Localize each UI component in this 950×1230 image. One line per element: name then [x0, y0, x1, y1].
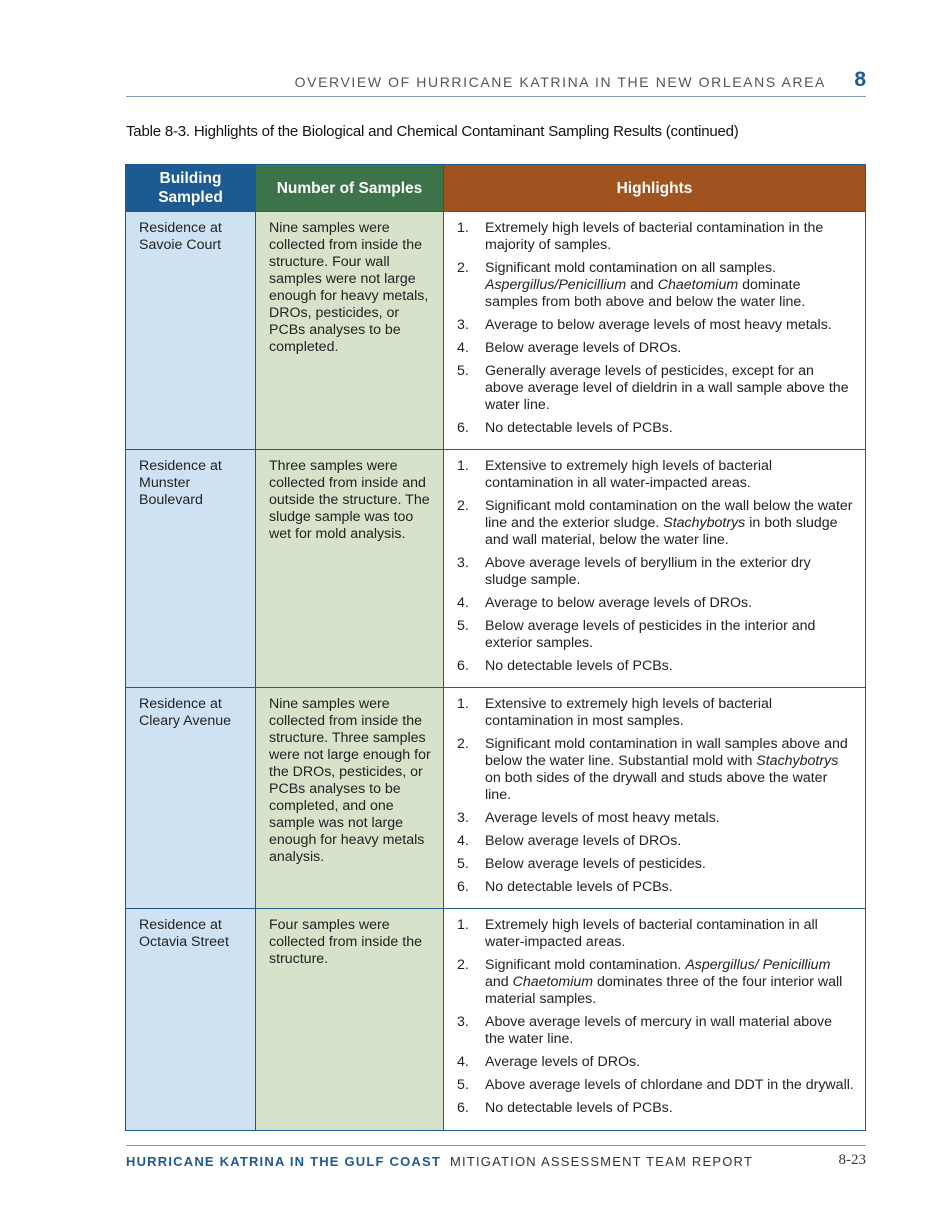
highlight-item: 6. No detectable levels of PCBs. [457, 658, 673, 674]
highlight-item: 6. No detectable levels of PCBs. [457, 1100, 673, 1116]
highlight-item: 2. Significant mold contamination in wall samples above and below the water line. Substantial mold with Stachybotrys on both sides of the drywall and studs above the water line. [457, 736, 848, 803]
highlight-item: 3. Above average levels of mercury in wall material above the water line. [457, 1014, 832, 1047]
highlight-item: 5. Above average levels of chlordane and DDT in the drywall. [457, 1077, 854, 1093]
highlight-item: 3. Above average levels of beryllium in the exterior dry sludge sample. [457, 555, 811, 588]
highlights-cell [444, 212, 866, 450]
highlight-item: 2. Significant mold contamination. Aspergillus/ Penicillium and Chaetomium dominates three of the four interior wall material samples. [457, 957, 843, 1007]
highlight-item: 4. Below average levels of DROs. [457, 340, 682, 356]
highlight-item: 4. Average to below average levels of DROs. [457, 595, 753, 611]
highlights-cell [444, 909, 866, 1131]
samples-cell: Three samples were collected from inside and outside the structure. The sludge sample was too wet for mold analysis. [256, 450, 444, 688]
highlights-list [457, 458, 855, 675]
highlight-item: 1. Extensive to extremely high levels of bacterial contamination in all water-impacted areas. [457, 458, 773, 491]
table-header-row [126, 165, 866, 212]
highlights-list [457, 696, 855, 896]
building-cell: Residence at Octavia Street [126, 909, 256, 1131]
highlight-item: 5. Below average levels of pesticides. [457, 856, 706, 872]
highlight-item: 6. No detectable levels of PCBs. [457, 879, 673, 895]
samples-cell: Four samples were collected from inside the structure. [256, 909, 444, 1131]
highlights-list [457, 917, 855, 1117]
samples-cell: Nine samples were collected from inside the structure. Four wall samples were not large enough for heavy metals, DROs, pesticides, or PCBs analyses to be completed. [256, 212, 444, 450]
building-cell: Residence at Savoie Court [126, 212, 256, 450]
page-header [126, 68, 866, 97]
footer-divider [126, 1145, 866, 1146]
highlight-item: 6. No detectable levels of PCBs. [457, 420, 673, 436]
column-header-samples: Number of Samples [256, 165, 444, 212]
highlight-item: 5. Below average levels of pesticides in the interior and exterior samples. [457, 618, 816, 651]
highlight-item: 3. Average to below average levels of most heavy metals. [457, 317, 832, 333]
table-caption: Table 8-3. Highlights of the Biological and Chemical Contaminant Sampling Results (continued) [126, 123, 739, 140]
highlights-list [457, 220, 855, 437]
highlight-item: 4. Below average levels of DROs. [457, 833, 682, 849]
building-cell: Residence at Munster Boulevard [126, 450, 256, 688]
table-row [126, 450, 866, 688]
highlight-item: 3. Average levels of most heavy metals. [457, 810, 720, 826]
highlights-cell [444, 688, 866, 909]
column-header-highlights: Highlights [444, 165, 866, 212]
page-number: 8-23 [838, 1152, 866, 1168]
footer-publication-title: HURRICANE KATRINA IN THE GULF COAST [126, 1154, 441, 1169]
highlight-item: 5. Generally average levels of pesticides, except for an above average level of dieldrin in a wall sample above the water line. [457, 363, 849, 413]
highlights-cell [444, 450, 866, 688]
building-cell: Residence at Cleary Avenue [126, 688, 256, 909]
table-row [126, 909, 866, 1131]
highlight-item: 1. Extremely high levels of bacterial contamination in all water-impacted areas. [457, 917, 818, 950]
highlight-item: 1. Extensive to extremely high levels of bacterial contamination in most samples. [457, 696, 773, 729]
highlight-item: 4. Average levels of DROs. [457, 1054, 641, 1070]
chapter-number: 8 [854, 68, 866, 91]
header-title: OVERVIEW OF HURRICANE KATRINA IN THE NEW ORLEANS AREA [294, 74, 826, 90]
table-row [126, 688, 866, 909]
highlight-item: 2. Significant mold contamination on all samples. Aspergillus/Penicillium and Chaetomium dominate samples from both above and below the water line. [457, 260, 806, 310]
footer-report-title: MITIGATION ASSESSMENT TEAM REPORT [450, 1154, 754, 1169]
samples-cell: Nine samples were collected from inside the structure. Three samples were not large enough for the DROs, pesticides, or PCBs analyses to be completed, and one sample was not large enough for heavy metals analysis. [256, 688, 444, 909]
column-header-building: Building Sampled [126, 165, 256, 212]
contaminant-sampling-table [125, 164, 866, 1131]
table-row [126, 212, 866, 450]
highlight-item: 2. Significant mold contamination on the wall below the water line and the exterior sludge. Stachybotrys in both sludge and wall material, below the water line. [457, 498, 853, 548]
highlight-item: 1. Extremely high levels of bacterial contamination in the majority of samples. [457, 220, 824, 253]
